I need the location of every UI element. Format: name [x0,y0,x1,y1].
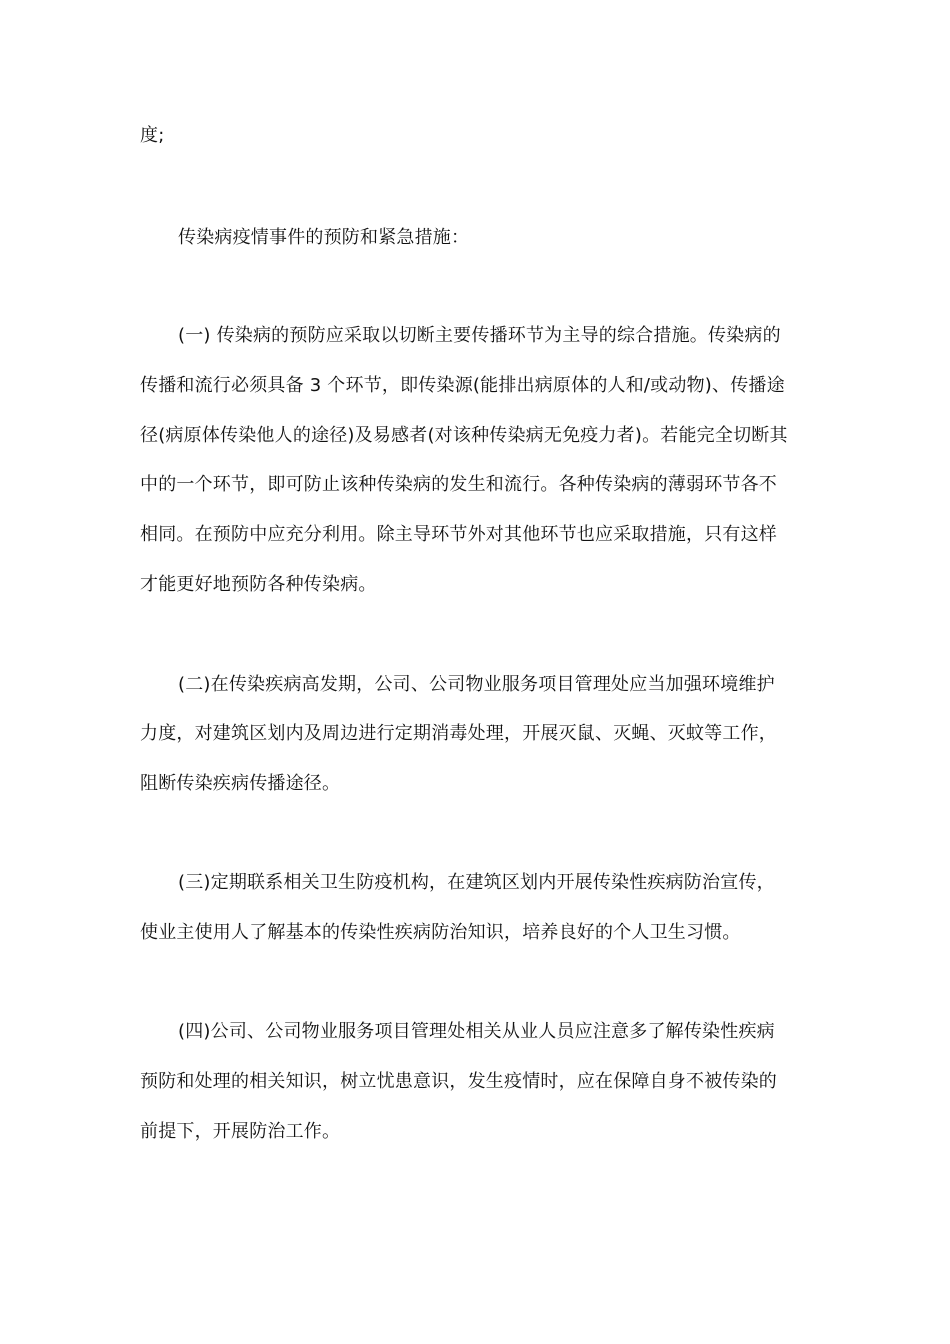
paragraph-line: 径(病原体传染他人的途径)及易感者(对该种传染病无免疫力者)。若能完全切断其 [140,425,788,446]
paragraph-line: (二)在传染疾病高发期，公司、公司物业服务项目管理处应当加强环境维护 [178,674,775,695]
paragraph-line: 预防和处理的相关知识，树立忧患意识，发生疫情时，应在保障自身不被传染的 [140,1071,777,1092]
paragraph-line: (四)公司、公司物业服务项目管理处相关从业人员应注意多了解传染性疾病 [178,1021,775,1042]
paragraph-line: (三)定期联系相关卫生防疫机构，在建筑区划内开展传染性疾病防治宣传， [178,872,775,893]
section-heading: 传染病疫情事件的预防和紧急措施： [178,227,470,248]
paragraph-line: 传播和流行必须具备 3 个环节，即传染源(能排出病原体的人和/或动物)、传播途 [140,375,785,396]
paragraph-line: 才能更好地预防各种传染病。 [140,574,377,595]
paragraph-line: (一) 传染病的预防应采取以切断主要传播环节为主导的综合措施。传染病的 [178,325,781,346]
paragraph-line: 使业主使用人了解基本的传染性疾病防治知识，培养良好的个人卫生习惯。 [140,922,741,943]
paragraph-line: 相同。在预防中应充分利用。除主导环节外对其他环节也应采取措施，只有这样 [140,524,777,545]
paragraph-line: 阻断传染疾病传播途径。 [140,773,341,794]
paragraph-line: 力度，对建筑区划内及周边进行定期消毒处理，开展灭鼠、灭蝇、灭蚊等工作， [140,723,777,744]
paragraph-line: 前提下，开展防治工作。 [140,1121,341,1142]
paragraph-line: 中的一个环节，即可防止该种传染病的发生和流行。各种传染病的薄弱环节各不 [140,474,777,495]
fragment-line: 度; [140,125,165,146]
